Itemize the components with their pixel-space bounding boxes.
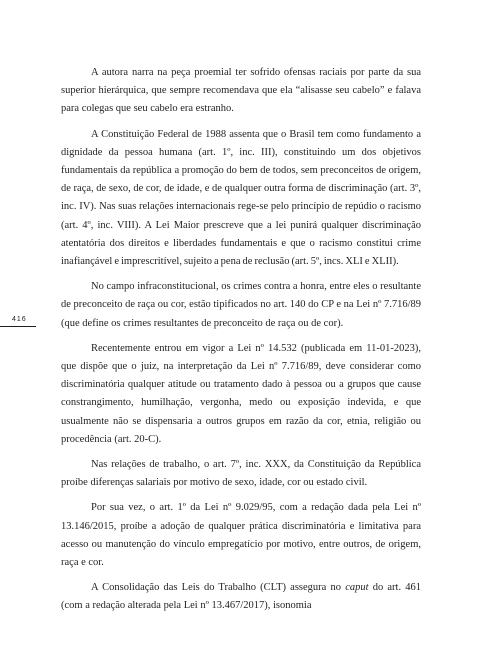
paragraph-1: A autora narra na peça proemial ter sofrido ofensas raciais por parte da sua superior hierárquica, que sempre recomendava que ela “alisasse seu cabelo” e falava para colegas que seu cabelo era estranho. xyxy=(61,67,421,115)
paragraph-3: No campo infraconstitucional, os crimes contra a honra, entre eles o resultante de preconceito de raça ou cor, estão tipificados no art. 140 do CP e na Lei nº 7.716/89 (que define os crimes resultantes de preconceito de raça ou de cor). xyxy=(61,281,421,329)
paragraph-7 xyxy=(61,579,421,615)
page-number-rule xyxy=(0,326,36,327)
paragraph-2: A Constituição Federal de 1988 assenta que o Brasil tem como fundamento a dignidade da pessoa humana (art. 1º, inc. III), constituindo um dos objetivos fundamentais da república a promoção do bem de todos, sem preconceitos de origem, de raça, de sexo, de cor, de idade, e de qualquer outra forma de discriminação (art. 3º, inc. IV). Nas suas relações internacionais rege-se pelo princípio de repúdio o racismo (art. 4º, inc. VIII). A Lei Maior prescreve que a lei punirá qualquer discriminação atentatória dos direitos e liberdades fundamentais e que o racismo constitui crime inafiançável e imprescritível, sujeito a pena de reclusão (art. 5º, incs. XLI e XLII). xyxy=(61,128,421,268)
body-text xyxy=(61,64,421,616)
paragraph-6: Por sua vez, o art. 1º da Lei nº 9.029/95, com a redação dada pela Lei nº 13.146/2015, proíbe a adoção de qualquer prática discriminatória e limitativa para acesso ou manutenção do vínculo empregatício por motivo, entre outros, de origem, raça e cor. xyxy=(61,502,421,569)
paragraph-5: Nas relações de trabalho, o art. 7º, inc. XXX, da Constituição da República proíbe diferenças salariais por motivo de sexo, idade, cor ou estado civil. xyxy=(61,459,421,489)
paragraph-4: Recentemente entrou em vigor a Lei nº 14.532 (publicada em 11-01-2023), que dispõe que o juiz, na interpretação da Lei nº 7.716/89, deve considerar como discriminatória qualquer atitude ou tratamento dado à pessoa ou a grupos que cause constrangimento, humilhação, vergonha, medo ou exposição indevida, e que usualmente não se dispensaria a outros grupos em razão da cor, etnia, religião ou procedência (art. 20-C). xyxy=(61,342,421,445)
paragraph-7-start: A Consolidação das Leis do Trabalho (CLT) assegura no xyxy=(91,582,346,594)
page-number: 416 xyxy=(12,316,27,323)
paragraph-7-end: do art. 461 (com a redação alterada pela Lei nº 13.467/2017), isonomia xyxy=(61,582,421,612)
paragraph-7-italic: caput xyxy=(345,582,369,594)
